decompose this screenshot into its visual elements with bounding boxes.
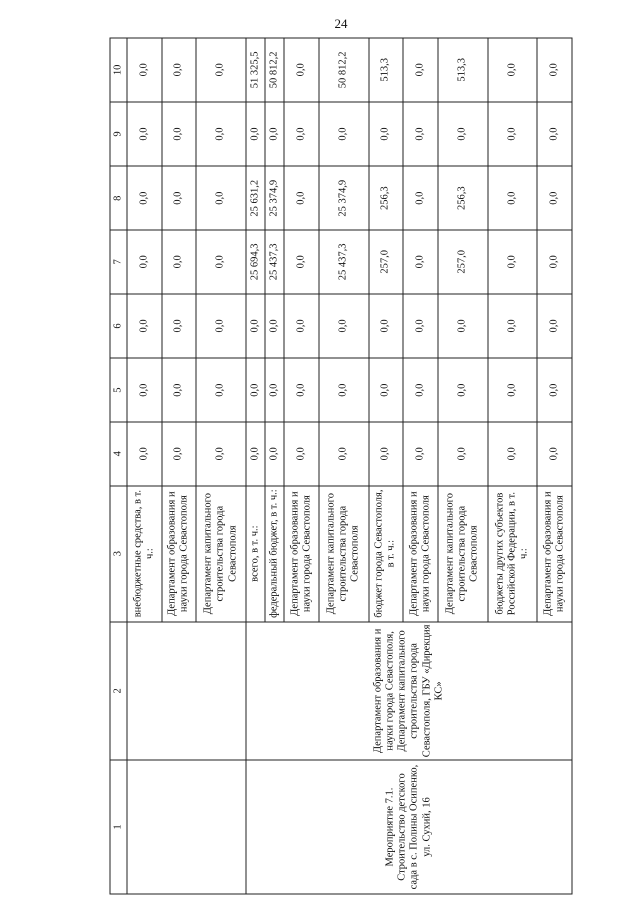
- value-cell: 0,0: [196, 230, 246, 294]
- value-cell: 0,0: [246, 358, 265, 422]
- value-cell: 513,3: [369, 38, 404, 102]
- value-cell: 0,0: [162, 358, 197, 422]
- funding-source-cell: Департамент капитального строительства города Севастополя: [319, 486, 369, 622]
- value-cell: 0,0: [488, 102, 538, 167]
- value-cell: 257,0: [438, 230, 488, 294]
- value-cell: 0,0: [284, 166, 319, 230]
- value-cell: 0,0: [284, 230, 319, 294]
- value-cell: 0,0: [162, 38, 197, 102]
- funding-source-cell: Департамент образования и науки города Севастополя: [537, 486, 572, 622]
- value-cell: 25 437,3: [319, 230, 369, 294]
- value-cell: 0,0: [488, 294, 538, 359]
- value-cell: 0,0: [369, 422, 404, 486]
- value-cell: 256,3: [438, 166, 488, 230]
- header-cell: 2: [110, 622, 127, 760]
- header-cell: 6: [110, 294, 127, 359]
- value-cell: 0,0: [246, 422, 265, 486]
- value-cell: 0,0: [319, 422, 369, 486]
- value-cell: 0,0: [196, 422, 246, 486]
- value-cell: 0,0: [127, 166, 162, 230]
- header-cell: 1: [110, 760, 127, 894]
- header-row: [110, 38, 127, 894]
- funding-source-cell: бюджет города Севастополя, в т. ч.:: [369, 486, 404, 622]
- value-cell: 0,0: [403, 230, 438, 294]
- value-cell: 0,0: [438, 294, 488, 359]
- value-cell: 0,0: [369, 294, 404, 359]
- value-cell: 0,0: [319, 294, 369, 359]
- measure-name-cell: Мероприятие 7.1. Строительство детского сада в с. Полины Осипенко, ул. Сухий, 16: [246, 760, 572, 894]
- header-cell: 5: [110, 358, 127, 422]
- value-cell: 0,0: [162, 166, 197, 230]
- funding-source-cell: всего, в т. ч.:: [246, 486, 265, 622]
- value-cell: 51 325,5: [246, 38, 265, 102]
- value-cell: 0,0: [403, 166, 438, 230]
- executor-cell-empty: [127, 622, 246, 760]
- value-cell: 0,0: [284, 38, 319, 102]
- value-cell: 0,0: [246, 294, 265, 359]
- value-cell: 0,0: [488, 166, 538, 230]
- funding-source-cell: Департамент образования и науки города Севастополя: [284, 486, 319, 622]
- value-cell: 0,0: [369, 102, 404, 167]
- header-cell: 9: [110, 102, 127, 167]
- table-row: [246, 38, 265, 894]
- page-number: 24: [334, 16, 348, 31]
- value-cell: 0,0: [196, 102, 246, 167]
- value-cell: 0,0: [438, 102, 488, 167]
- value-cell: 0,0: [537, 38, 572, 102]
- value-cell: 0,0: [284, 294, 319, 359]
- measure-name-cell-empty: [127, 760, 246, 894]
- value-cell: 25 437,3: [265, 230, 284, 294]
- funding-source-cell: внебюджетные средства, в т. ч.:: [127, 486, 162, 622]
- value-cell: 0,0: [127, 230, 162, 294]
- value-cell: 0,0: [196, 358, 246, 422]
- value-cell: 0,0: [265, 358, 284, 422]
- value-cell: 0,0: [319, 358, 369, 422]
- value-cell: 0,0: [127, 102, 162, 167]
- value-cell: 257,0: [369, 230, 404, 294]
- header-cell: 4: [110, 422, 127, 486]
- value-cell: 0,0: [403, 102, 438, 167]
- value-cell: 0,0: [196, 38, 246, 102]
- value-cell: 50 812,2: [319, 38, 369, 102]
- rotated-table-container: [110, 38, 573, 895]
- value-cell: 0,0: [196, 294, 246, 359]
- header-cell: 7: [110, 230, 127, 294]
- value-cell: 256,3: [369, 166, 404, 230]
- value-cell: 0,0: [403, 38, 438, 102]
- value-cell: 0,0: [488, 422, 538, 486]
- value-cell: 0,0: [438, 422, 488, 486]
- value-cell: 0,0: [265, 422, 284, 486]
- executor-cell: Департамент образования и науки города Севастополя, Департамент капитального строительства города Севастополя, ГБУ «Дирекция КС»: [246, 622, 572, 760]
- value-cell: 0,0: [403, 358, 438, 422]
- value-cell: 0,0: [369, 358, 404, 422]
- value-cell: 0,0: [537, 102, 572, 167]
- value-cell: 0,0: [284, 358, 319, 422]
- value-cell: 0,0: [488, 358, 538, 422]
- value-cell: 0,0: [162, 294, 197, 359]
- value-cell: 0,0: [537, 166, 572, 230]
- value-cell: 0,0: [284, 422, 319, 486]
- value-cell: 0,0: [127, 358, 162, 422]
- header-cell: 3: [110, 486, 127, 622]
- value-cell: 0,0: [488, 230, 538, 294]
- table-row: [127, 38, 162, 894]
- value-cell: 0,0: [488, 38, 538, 102]
- funding-source-cell: Департамент образования и науки города Севастополя: [403, 486, 438, 622]
- value-cell: 25 374,9: [265, 166, 284, 230]
- value-cell: 0,0: [438, 358, 488, 422]
- header-cell: 8: [110, 166, 127, 230]
- value-cell: 0,0: [403, 422, 438, 486]
- value-cell: 0,0: [265, 102, 284, 167]
- value-cell: 0,0: [265, 294, 284, 359]
- value-cell: 0,0: [196, 166, 246, 230]
- value-cell: 0,0: [537, 294, 572, 359]
- value-cell: 0,0: [537, 230, 572, 294]
- value-cell: 25 694,3: [246, 230, 265, 294]
- funding-source-cell: бюджеты других субъектов Российской Федерации, в т. ч.:: [488, 486, 538, 622]
- value-cell: 0,0: [246, 102, 265, 167]
- value-cell: 0,0: [284, 102, 319, 167]
- value-cell: 513,3: [438, 38, 488, 102]
- value-cell: 0,0: [127, 38, 162, 102]
- value-cell: 25 374,9: [319, 166, 369, 230]
- value-cell: 0,0: [537, 358, 572, 422]
- value-cell: 0,0: [162, 230, 197, 294]
- funding-source-cell: федеральный бюджет, в т. ч.:: [265, 486, 284, 622]
- value-cell: 0,0: [127, 294, 162, 359]
- budget-table: [110, 38, 573, 895]
- value-cell: 0,0: [162, 102, 197, 167]
- value-cell: 50 812,2: [265, 38, 284, 102]
- value-cell: 0,0: [537, 422, 572, 486]
- header-cell: 10: [110, 38, 127, 102]
- funding-source-cell: Департамент капитального строительства города Севастополя: [438, 486, 488, 622]
- value-cell: 0,0: [403, 294, 438, 359]
- value-cell: 0,0: [162, 422, 197, 486]
- funding-source-cell: Департамент капитального строительства города Севастополя: [196, 486, 246, 622]
- funding-source-cell: Департамент образования и науки города Севастополя: [162, 486, 197, 622]
- value-cell: 25 631,2: [246, 166, 265, 230]
- value-cell: 0,0: [127, 422, 162, 486]
- value-cell: 0,0: [319, 102, 369, 167]
